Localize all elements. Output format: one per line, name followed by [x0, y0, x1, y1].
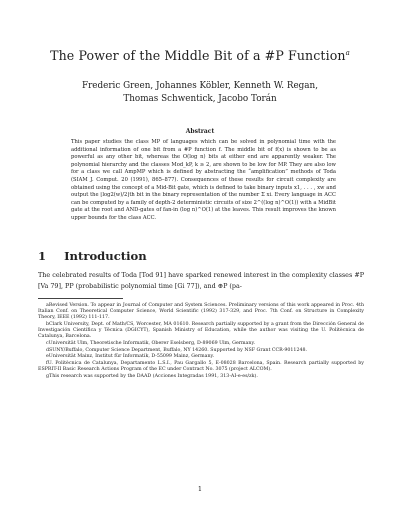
page-number: 1: [197, 485, 203, 493]
authors-line-2: Thomas Schwentick, Jacobo Torán: [123, 94, 277, 104]
abstract-text: This paper studies the class MP of languages which can be solved in polynomial time with the additional information of one bit from a #P function f. The middle bit of f(x) is shown to be as powerful as any other bit, whereas the O(log n) bits at either end are apparently weaker. The polynomial hierarchy and the classes Mod_kP, k ≥ 2, are shown to be low for MP. They are also low for a class we call AmpMP which is defined by abstracting the “amplification” methods of Toda (SIAM J. Comput. 20 (1991), 865–877). Consequences of these results for circuit complexity are obtained using the concept of a Mid-Bit gate, which is defined to take binary inputs x1, . . . , xw and output the ⌊log2(w)/2⌋th bit in the binary representation of the number Σ xi. Every language in ACC can be computed by a family of depth-2 deterministic circuits of size 2^((log n)^O(1)) with a MidBit gate at the root and AND-gates of fan-in (log n)^O(1) at the leaves. This result improves the known upper bounds for the class ACC.: [71, 139, 336, 221]
footnote: bClark University, Dept. of Math/CS, Worcester, MA 01610. Research partially supported by a grant from the Dirección General de Investigación Científica y Técnica (DGICYT), Spanish Ministry of Education, while the author was visiting the U. Politècnica de Catalunya, Barcelona.: [38, 322, 364, 340]
footnote: gThis research was supported by the DAAD (Acciones Integradas 1991, 313-AI-e-es/zk).: [46, 373, 258, 379]
section-heading: [38, 249, 147, 263]
footnote: cUniversität Ulm, Theoretische Informatik, Oberer Eselsberg, D-89069 Ulm, Germany.: [46, 341, 256, 346]
author-list: [20, 80, 380, 106]
footnote: aRevised Version. To appear in Journal of Computer and System Sciences. Preliminary versions of this work appeared in Proc. 4th Italian Conf. on Theoretical Computer Science, World Scientific (1992) 317-329, and Proc. 7th Conf. on Structure in Complexity Theory, IEEE (1992) 111-117.: [38, 303, 364, 321]
footnote: eUniversität Mainz, Institut für Informatik, D-55099 Mainz, Germany.: [46, 354, 215, 360]
intro-paragraph: The celebrated results of Toda [Tod 91] have sparked renewed interest in the complexity classes #P [Va 79], PP (probabilistic polynomial time [Gi 77]), and ⊕P (pa-: [38, 271, 364, 290]
abstract-heading: Abstract: [185, 128, 215, 135]
footnote: fU. Politècnica de Catalunya, Departamento L.S.I., Pau Gargallo 5, E-08028 Barcelona, Spain. Research partially supported by ESPRIT-II Basic Research Actions Program of the EC under Contract No. 3075 (project ALCOM).: [38, 360, 364, 372]
authors-line-1: Frederic Green, Johannes Köbler, Kenneth W. Regan,: [81, 81, 319, 91]
paper-title: The Power of the Middle Bit of a #P Function$^a$: [50, 48, 350, 63]
section-title: Introduction: [64, 249, 147, 263]
footnotes: [38, 303, 364, 380]
title-footnote-mark: a: [345, 48, 350, 57]
footnote-rule: [38, 298, 123, 299]
section-number: 1: [38, 249, 47, 263]
footnote: dSUNY/Buffalo, Computer Science Department, Buffalo, NY 14260. Supported by NSF Grant CCR-9011248.: [46, 347, 308, 353]
